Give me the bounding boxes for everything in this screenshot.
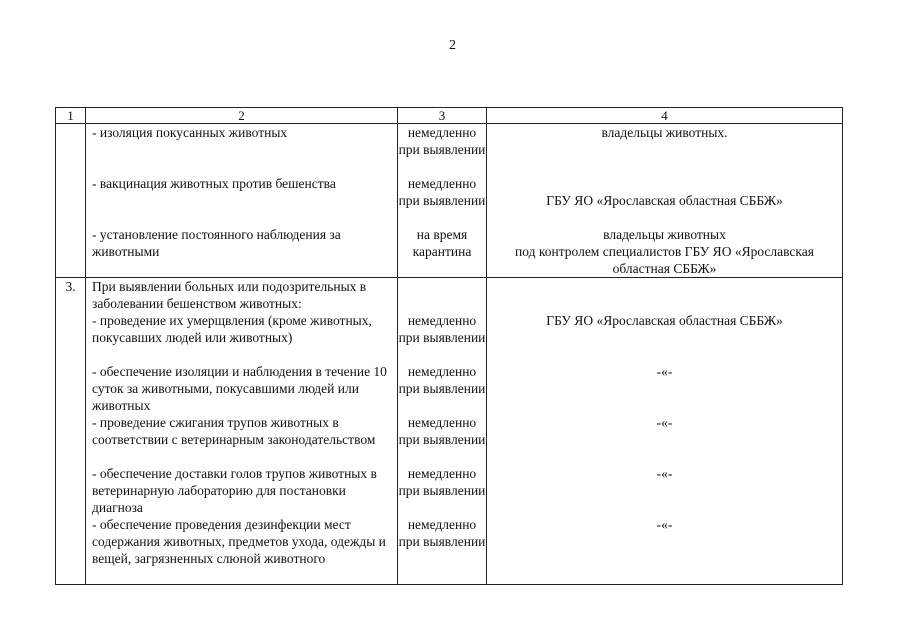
measures-cell xyxy=(86,278,398,585)
executor-cell xyxy=(487,124,843,278)
measures-table xyxy=(55,107,843,585)
executor-cell xyxy=(487,278,843,585)
page-number: 2 xyxy=(449,38,456,53)
term-text: немедленно при выявлении xyxy=(398,415,486,447)
executor-text: ГБУ ЯО «Ярославская областная СББЖ» xyxy=(546,313,783,328)
measure-text: - обеспечение проведения дезинфекции мест содержания животных, предметов ухода, одежды и вещей, загрязненных слюной животного xyxy=(92,517,386,566)
executor-text: -«- xyxy=(656,415,673,430)
section-intro: При выявлении больных или подозрительных в заболевании бешенством животных: xyxy=(92,279,367,311)
table-row xyxy=(56,278,843,585)
row-number xyxy=(56,124,86,278)
term-cell xyxy=(398,278,487,585)
executor-text: владельцы животных. xyxy=(601,125,728,140)
executor-text: -«- xyxy=(656,466,673,481)
measures-cell xyxy=(86,124,398,278)
executor-text: под контролем специалистов ГБУ ЯО «Ярославская областная СББЖ» xyxy=(515,244,814,276)
measure-text: - вакцинация животных против бешенства xyxy=(92,176,336,191)
header-col-1: 1 xyxy=(56,108,86,124)
header-col-2: 2 xyxy=(86,108,398,124)
executor-block xyxy=(487,226,842,277)
measure-text: - проведение их умерщвления (кроме животных, покусавших людей или животных) xyxy=(92,313,372,345)
table-header-row xyxy=(56,108,843,124)
table-row xyxy=(56,124,843,278)
measure-text: - обеспечение изоляции и наблюдения в течение 10 суток за животными, покусавшими людей или животных xyxy=(92,364,387,413)
measure-text: - изоляция покусанных животных xyxy=(92,125,288,140)
term-text: немедленно при выявлении xyxy=(398,364,486,396)
term-text: немедленно при выявлении xyxy=(398,517,486,549)
row-number: 3. xyxy=(56,278,86,585)
measure-text: - проведение сжигания трупов животных в соответствии с ветеринарным законодательством xyxy=(92,415,376,447)
header-col-4: 4 xyxy=(487,108,843,124)
executor-text: ГБУ ЯО «Ярославская областная СББЖ» xyxy=(546,193,783,208)
measure-text: - обеспечение доставки голов трупов животных в ветеринарную лабораторию для постановки диагноза xyxy=(92,466,377,515)
measure-text: - установление постоянного наблюдения за животными xyxy=(92,227,341,259)
term-cell xyxy=(398,124,487,278)
term-text: на время карантина xyxy=(412,227,472,259)
term-text: немедленно при выявлении xyxy=(398,176,486,208)
term-text: немедленно при выявлении xyxy=(398,313,486,345)
term-text: немедленно при выявлении xyxy=(398,466,486,498)
header-col-3: 3 xyxy=(398,108,487,124)
term-text: немедленно при выявлении xyxy=(398,125,486,157)
executor-text: -«- xyxy=(656,517,673,532)
executor-text: -«- xyxy=(656,364,673,379)
executor-text: владельцы животных xyxy=(603,227,726,242)
